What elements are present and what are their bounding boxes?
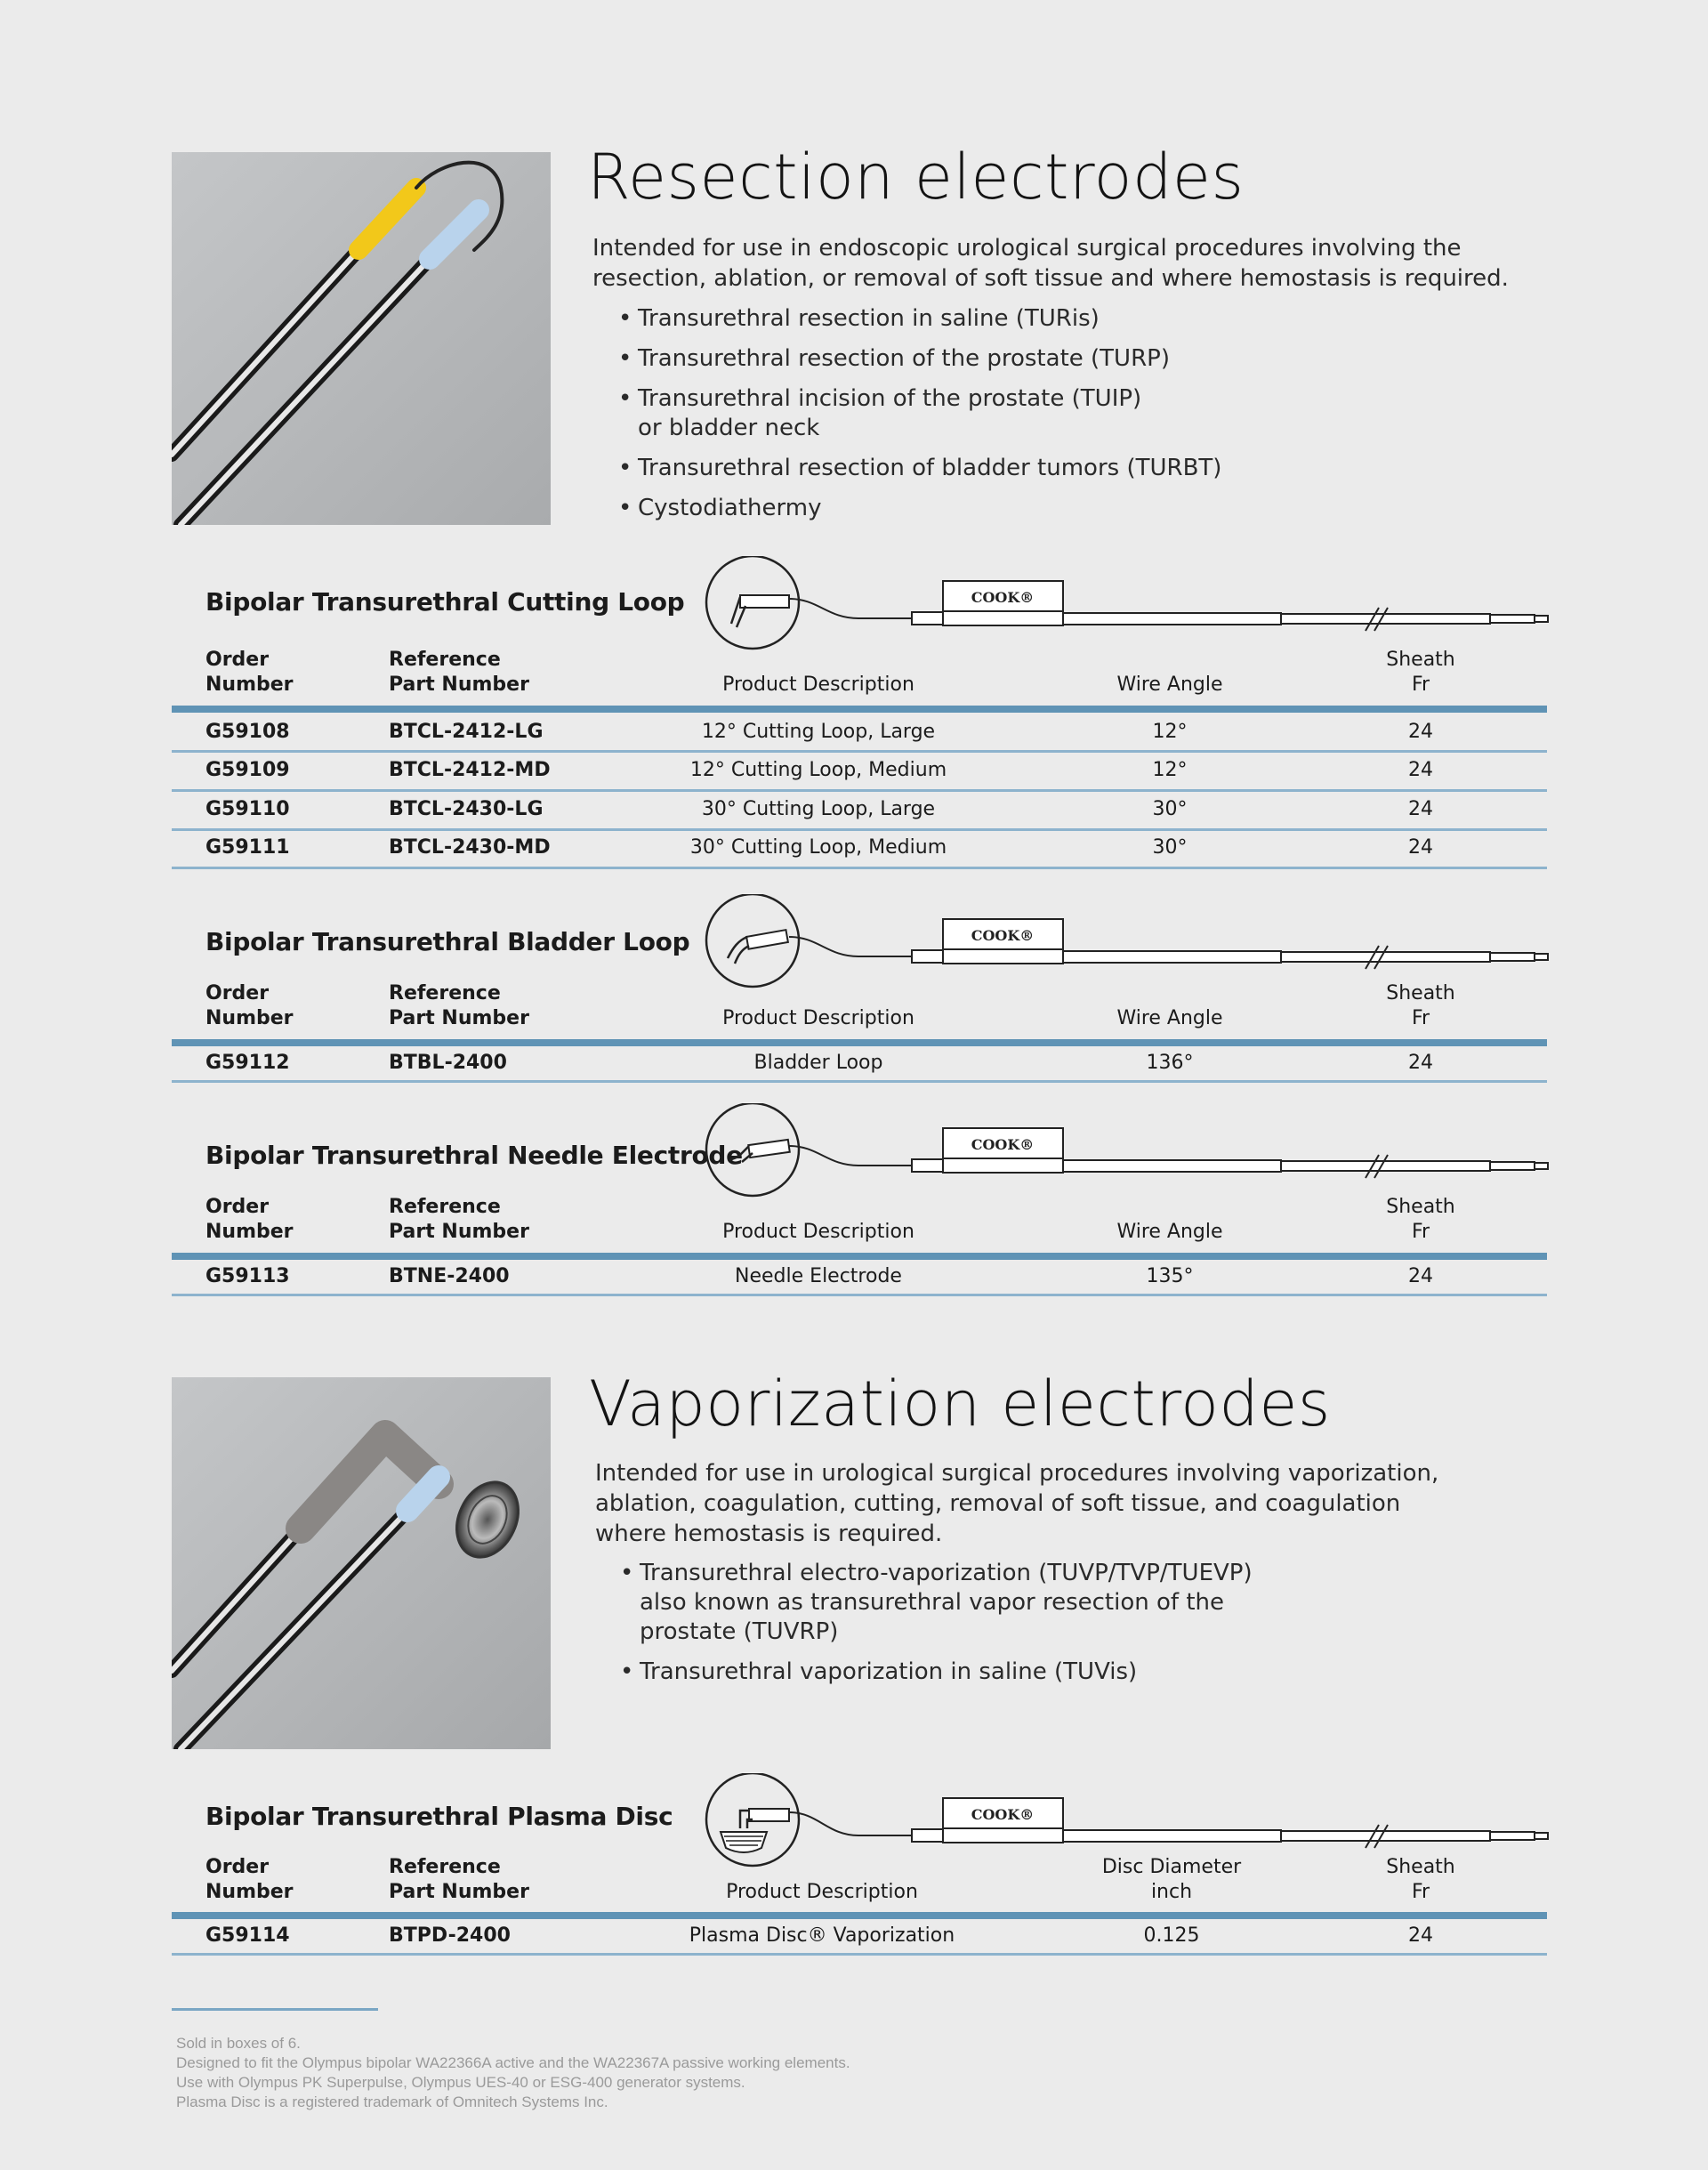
table-row: G59108 BTCL-2412-LG 12° Cutting Loop, Large 12° 24 [205,721,1433,743]
list-item: • Transurethral vaporization in saline (TUVis) [620,1658,1253,1687]
footnotes [176,2034,850,2112]
vaporization-intro [595,1458,1438,1549]
table-row: G59110 BTCL-2430-LG 30° Cutting Loop, Large 30° 24 [205,798,1433,820]
col-header-wire-angle: Wire Angle [1116,674,1223,696]
col-header-wire-angle: Wire Angle [1116,1007,1223,1029]
row-divider [172,867,1547,869]
table-row: G59111 BTCL-2430-MD 30° Cutting Loop, Medium 30° 24 [205,836,1433,859]
bladder-loop-diagram [703,894,1552,992]
vaporization-indications-list [620,1559,1253,1698]
resection-title: Resection electrodes [587,141,1245,214]
table-header-bar [172,706,1547,713]
footnote: Designed to fit the Olympus bipolar WA22366A active and the WA22367A passive working elements. [176,2054,850,2071]
cutting-loop-diagram [703,556,1552,654]
resection-indications-list [618,304,1221,534]
row-divider [172,789,1547,792]
intro-line: Intended for use in endoscopic urological surgical procedures involving the [592,235,1462,262]
bladder-loop-title: Bipolar Transurethral Bladder Loop [205,927,690,956]
table-header-bar [172,1253,1547,1260]
col-header-wire-angle: Wire Angle [1116,1221,1223,1243]
col-header-order: Order Number [205,1196,294,1243]
footnote: Use with Olympus PK Superpulse, Olympus UES-40 or ESG-400 generator systems. [176,2074,745,2091]
brand-label: COOK® [971,1136,1035,1153]
list-item: • Transurethral resection of the prostate (TURP) [618,344,1221,374]
col-header-reference: Reference Part Number [389,649,529,696]
col-header-reference: Reference Part Number [389,1856,529,1903]
row-divider [172,1080,1547,1083]
intro-line: Intended for use in urological surgical procedures involving vaporization, [595,1460,1439,1487]
cutting-loop-title: Bipolar Transurethral Cutting Loop [205,587,685,617]
col-header-order: Order Number [205,982,294,1029]
brand-label: COOK® [971,1806,1035,1823]
row-divider [172,750,1547,753]
list-item: • Transurethral electro-vaporization (TUVP/TVP/TUEVP) also known as transurethral vapor resection of the prostate (TUVRP) [620,1559,1253,1647]
col-header-description: Product Description [722,1007,914,1029]
row-divider [172,1294,1547,1296]
list-item: • Transurethral incision of the prostate (TUIP) or bladder neck [618,384,1221,443]
resection-intro [592,233,1509,294]
resection-electrode-photo [172,152,551,525]
footnote: Sold in boxes of 6. [176,2035,301,2052]
plasma-disc-title: Bipolar Transurethral Plasma Disc [205,1802,673,1831]
vaporization-electrode-photo [172,1377,551,1749]
vaporization-title: Vaporization electrodes [589,1367,1331,1440]
table-header-bar [172,1912,1547,1919]
col-header-order: Order Number [205,1856,294,1903]
list-item: • Transurethral resection in saline (TURis) [618,304,1221,334]
col-header-sheath: Sheath Fr [1386,1196,1455,1243]
row-divider [172,1953,1547,1956]
brand-label: COOK® [971,589,1035,606]
col-header-description: Product Description [722,674,914,696]
col-header-sheath: Sheath Fr [1386,649,1455,696]
brand-label: COOK® [971,927,1035,944]
needle-electrode-diagram [703,1103,1552,1201]
col-header-reference: Reference Part Number [389,1196,529,1243]
col-header-sheath: Sheath Fr [1386,982,1455,1029]
table-row: G59109 BTCL-2412-MD 12° Cutting Loop, Medium 12° 24 [205,759,1433,781]
list-item: • Cystodiathermy [618,494,1221,523]
intro-line: where hemostasis is required. [595,1521,943,1547]
col-header-sheath: Sheath Fr [1386,1856,1455,1903]
table-row: G59112 BTBL-2400 Bladder Loop 136° 24 [205,1052,1433,1074]
footnote-divider [172,2008,378,2011]
col-header-reference: Reference Part Number [389,982,529,1029]
col-header-description: Product Description [726,1881,918,1903]
intro-line: ablation, coagulation, cutting, removal of soft tissue, and coagulation [595,1490,1401,1517]
col-header-disc-diameter: Disc Diameter inch [1101,1856,1242,1903]
col-header-order: Order Number [205,649,294,696]
list-item: • Transurethral resection of bladder tumors (TURBT) [618,454,1221,483]
intro-line: resection, ablation, or removal of soft tissue and where hemostasis is required. [592,265,1509,292]
table-header-bar [172,1039,1547,1046]
needle-electrode-title: Bipolar Transurethral Needle Electrode [205,1141,743,1170]
row-divider [172,828,1547,831]
footnote: Plasma Disc is a registered trademark of Omnitech Systems Inc. [176,2093,608,2110]
table-row: G59113 BTNE-2400 Needle Electrode 135° 24 [205,1265,1433,1287]
table-row: G59114 BTPD-2400 Plasma Disc® Vaporization 0.125 24 [205,1924,1433,1947]
col-header-description: Product Description [722,1221,914,1243]
